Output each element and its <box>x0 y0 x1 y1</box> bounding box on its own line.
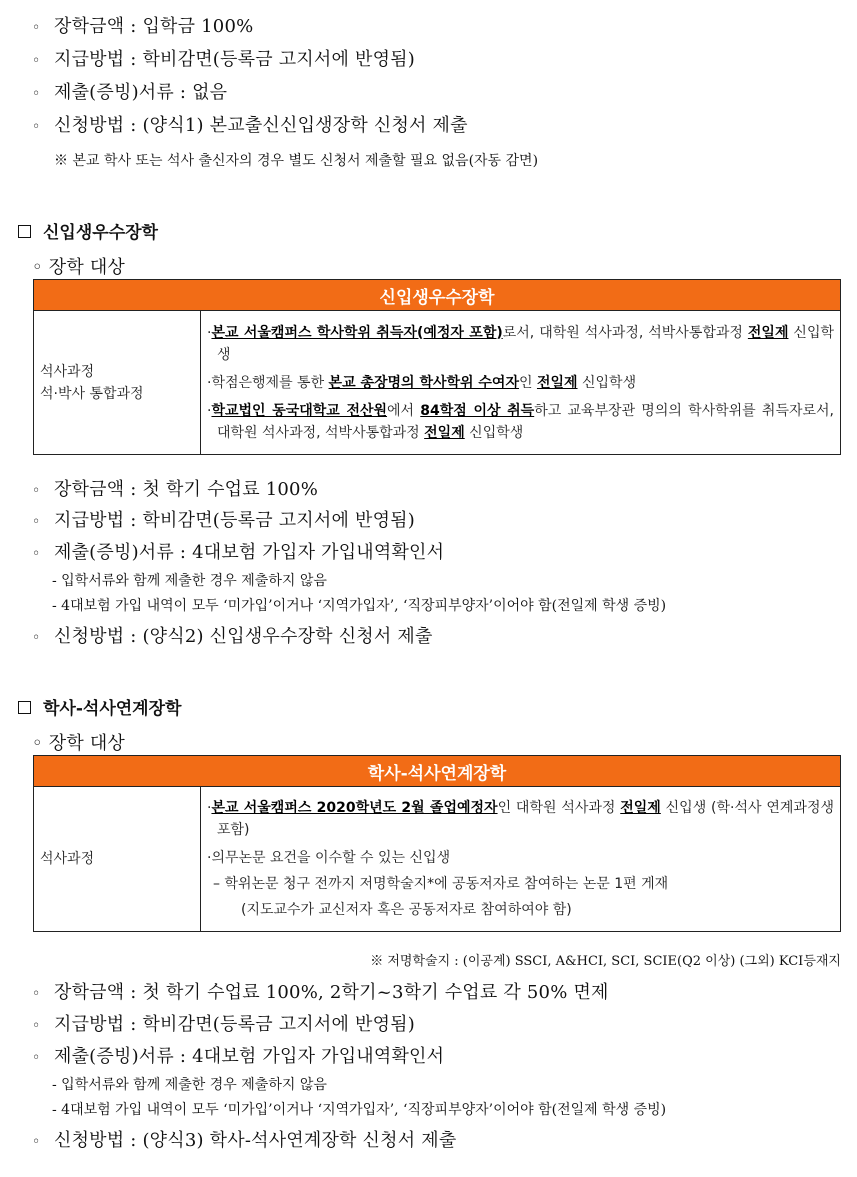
payment-amount-item <box>32 12 253 38</box>
emphasis-text: 학교법인 동국대학교 전산원 <box>211 402 388 419</box>
bullet: ◦ <box>32 546 41 562</box>
table-header: 신입생우수장학 <box>34 280 841 311</box>
bullet: ◦ <box>32 86 41 102</box>
criteria-subitem-continued: (지도교수가 교신저자 혹은 공동저자로 참여하여야 함) <box>241 902 572 918</box>
criteria-text: 로서, 대학원 석사과정, 석박사통합과정 <box>502 324 748 341</box>
dot: · <box>207 324 212 341</box>
payment-method-text: 지급방법 : 학비감면(등록금 고지서에 반영됨) <box>54 510 415 531</box>
emphasis-text: 본교 서울캠퍼스 학사학위 취득자(예정자 포함) <box>211 324 503 341</box>
program-cell <box>34 311 201 455</box>
program-label: 석사과정 <box>40 851 95 867</box>
program-label: 석사과정 <box>40 363 95 380</box>
payment-amount-item <box>32 475 318 501</box>
payment-amount-text: 장학금액 : 첫 학기 수업료 100%, 2학기~3학기 수업료 각 50% 면제 <box>54 982 609 1003</box>
section-title: 학사-석사연계장학 <box>43 699 182 719</box>
bullet: ◦ <box>32 514 41 530</box>
apply-method-item <box>32 1126 456 1152</box>
criteria-subitem: – 학위논문 청구 전까지 저명학술지*에 공동저자로 참여하는 논문 1편 게재 <box>213 876 669 892</box>
documents-text: 제출(증빙)서류 : 없음 <box>54 82 228 103</box>
criteria-text: 에서 <box>387 402 421 419</box>
emphasis-text: 본교 서울캠퍼스 2020학년도 2월 졸업예정자 <box>211 800 498 816</box>
documents-subnote: - 4대보험 가입 내역이 모두 ‘미가입’이거나 ‘지역가입자’, ‘직장피부양자’이어야 함(전일제 학생 증빙) <box>52 598 667 614</box>
emphasis-text: 전일제 <box>747 324 789 341</box>
criteria-text: 인 <box>518 374 537 391</box>
apply-method-text: 신청방법 : (양식2) 신입생우수장학 신청서 제출 <box>54 626 433 647</box>
criteria-text: 신입생 (학·석사 연계과정생 포함) <box>217 800 834 838</box>
payment-method-item <box>32 506 415 532</box>
documents-item <box>32 78 227 104</box>
section-heading-freshman-excellence <box>18 218 158 243</box>
payment-amount-text: 장학금액 : 입학금 100% <box>54 16 254 37</box>
emphasis-text: 본교 총장명의 학사학위 수여자 <box>328 374 519 391</box>
journal-footnote: ※ 저명학술지 : (이공계) SSCI, A&HCI, SCI, SCIE(Q2 이상) (그외) KCI등재지 <box>370 954 841 969</box>
dot: · <box>207 850 212 866</box>
apply-method-item <box>32 111 468 137</box>
criteria-text: 하고 교육부장관 명의의 학사학위를 취득자로서, 대학원 석사과정, 석박사통합과정 <box>217 402 834 441</box>
criteria-item <box>207 372 834 394</box>
documents-item <box>32 1042 444 1068</box>
criteria-text: 인 대학원 석사과정 <box>497 800 621 816</box>
section-heading-bachelor-master-link <box>18 694 181 719</box>
documents-subnote: - 입학서류와 함께 제출한 경우 제출하지 않음 <box>52 573 327 589</box>
dot: · <box>207 800 212 816</box>
checkbox-square-icon <box>18 225 31 238</box>
criteria-item <box>207 400 834 444</box>
criteria-item <box>207 847 834 869</box>
program-label: 석·박사 통합과정 <box>40 385 144 402</box>
section-title: 신입생우수장학 <box>43 223 158 243</box>
target-label: ◦ 장학 대상 <box>32 733 126 754</box>
documents-text: 제출(증빙)서류 : 4대보험 가입자 가입내역확인서 <box>54 1046 445 1067</box>
documents-text: 제출(증빙)서류 : 4대보험 가입자 가입내역확인서 <box>54 542 445 563</box>
bullet: ◦ <box>32 20 41 36</box>
criteria-cell <box>201 311 841 455</box>
documents-subnote: - 입학서류와 함께 제출한 경우 제출하지 않음 <box>52 1077 327 1093</box>
bullet: ◦ <box>32 119 41 135</box>
emphasis-text: 전일제 <box>424 424 465 441</box>
checkbox-square-icon <box>18 701 31 714</box>
bullet: ◦ <box>32 986 41 1002</box>
criteria-text: 의무논문 요건을 이수할 수 있는 신입생 <box>211 850 451 866</box>
criteria-text: 학점은행제를 통한 <box>211 374 329 391</box>
eligibility-table-freshman <box>33 279 841 455</box>
documents-item <box>32 538 444 564</box>
bullet: ◦ <box>32 1050 41 1066</box>
criteria-item <box>207 322 834 366</box>
payment-amount-text: 장학금액 : 첫 학기 수업료 100% <box>54 479 319 500</box>
auto-exemption-note: ※ 본교 학사 또는 석사 출신자의 경우 별도 신청서 제출할 필요 없음(자동 감면) <box>54 153 539 169</box>
apply-method-text: 신청방법 : (양식3) 학사-석사연계장학 신청서 제출 <box>54 1130 457 1151</box>
program-cell <box>34 787 201 932</box>
bullet: ◦ <box>32 1134 41 1150</box>
payment-method-text: 지급방법 : 학비감면(등록금 고지서에 반영됨) <box>54 49 415 70</box>
payment-method-item <box>32 1010 415 1036</box>
dot: · <box>207 374 212 391</box>
criteria-item <box>207 797 834 841</box>
criteria-text: 신입학생 <box>464 424 524 441</box>
criteria-text: 신입학생 <box>217 324 835 363</box>
criteria-cell <box>201 787 841 932</box>
emphasis-text: 84학점 이상 취득 <box>420 402 535 419</box>
documents-subnote: - 4대보험 가입 내역이 모두 ‘미가입’이거나 ‘지역가입자’, ‘직장피부양자’이어야 함(전일제 학생 증빙) <box>52 1102 667 1118</box>
bullet: ◦ <box>32 53 41 69</box>
bullet: ◦ <box>32 483 41 499</box>
payment-method-text: 지급방법 : 학비감면(등록금 고지서에 반영됨) <box>54 1014 415 1035</box>
table-header: 학사-석사연계장학 <box>34 756 841 787</box>
eligibility-table-bachelor-master <box>33 755 841 932</box>
emphasis-text: 전일제 <box>536 374 578 391</box>
apply-method-text: 신청방법 : (양식1) 본교출신신입생장학 신청서 제출 <box>54 115 468 136</box>
apply-method-item <box>32 622 433 648</box>
target-label: ◦ 장학 대상 <box>32 257 126 278</box>
dot: · <box>207 402 212 419</box>
emphasis-text: 전일제 <box>620 800 661 816</box>
payment-amount-item <box>32 978 609 1004</box>
criteria-text: 신입학생 <box>577 374 637 391</box>
bullet: ◦ <box>32 1018 41 1034</box>
bullet: ◦ <box>32 630 41 646</box>
payment-method-item <box>32 45 415 71</box>
